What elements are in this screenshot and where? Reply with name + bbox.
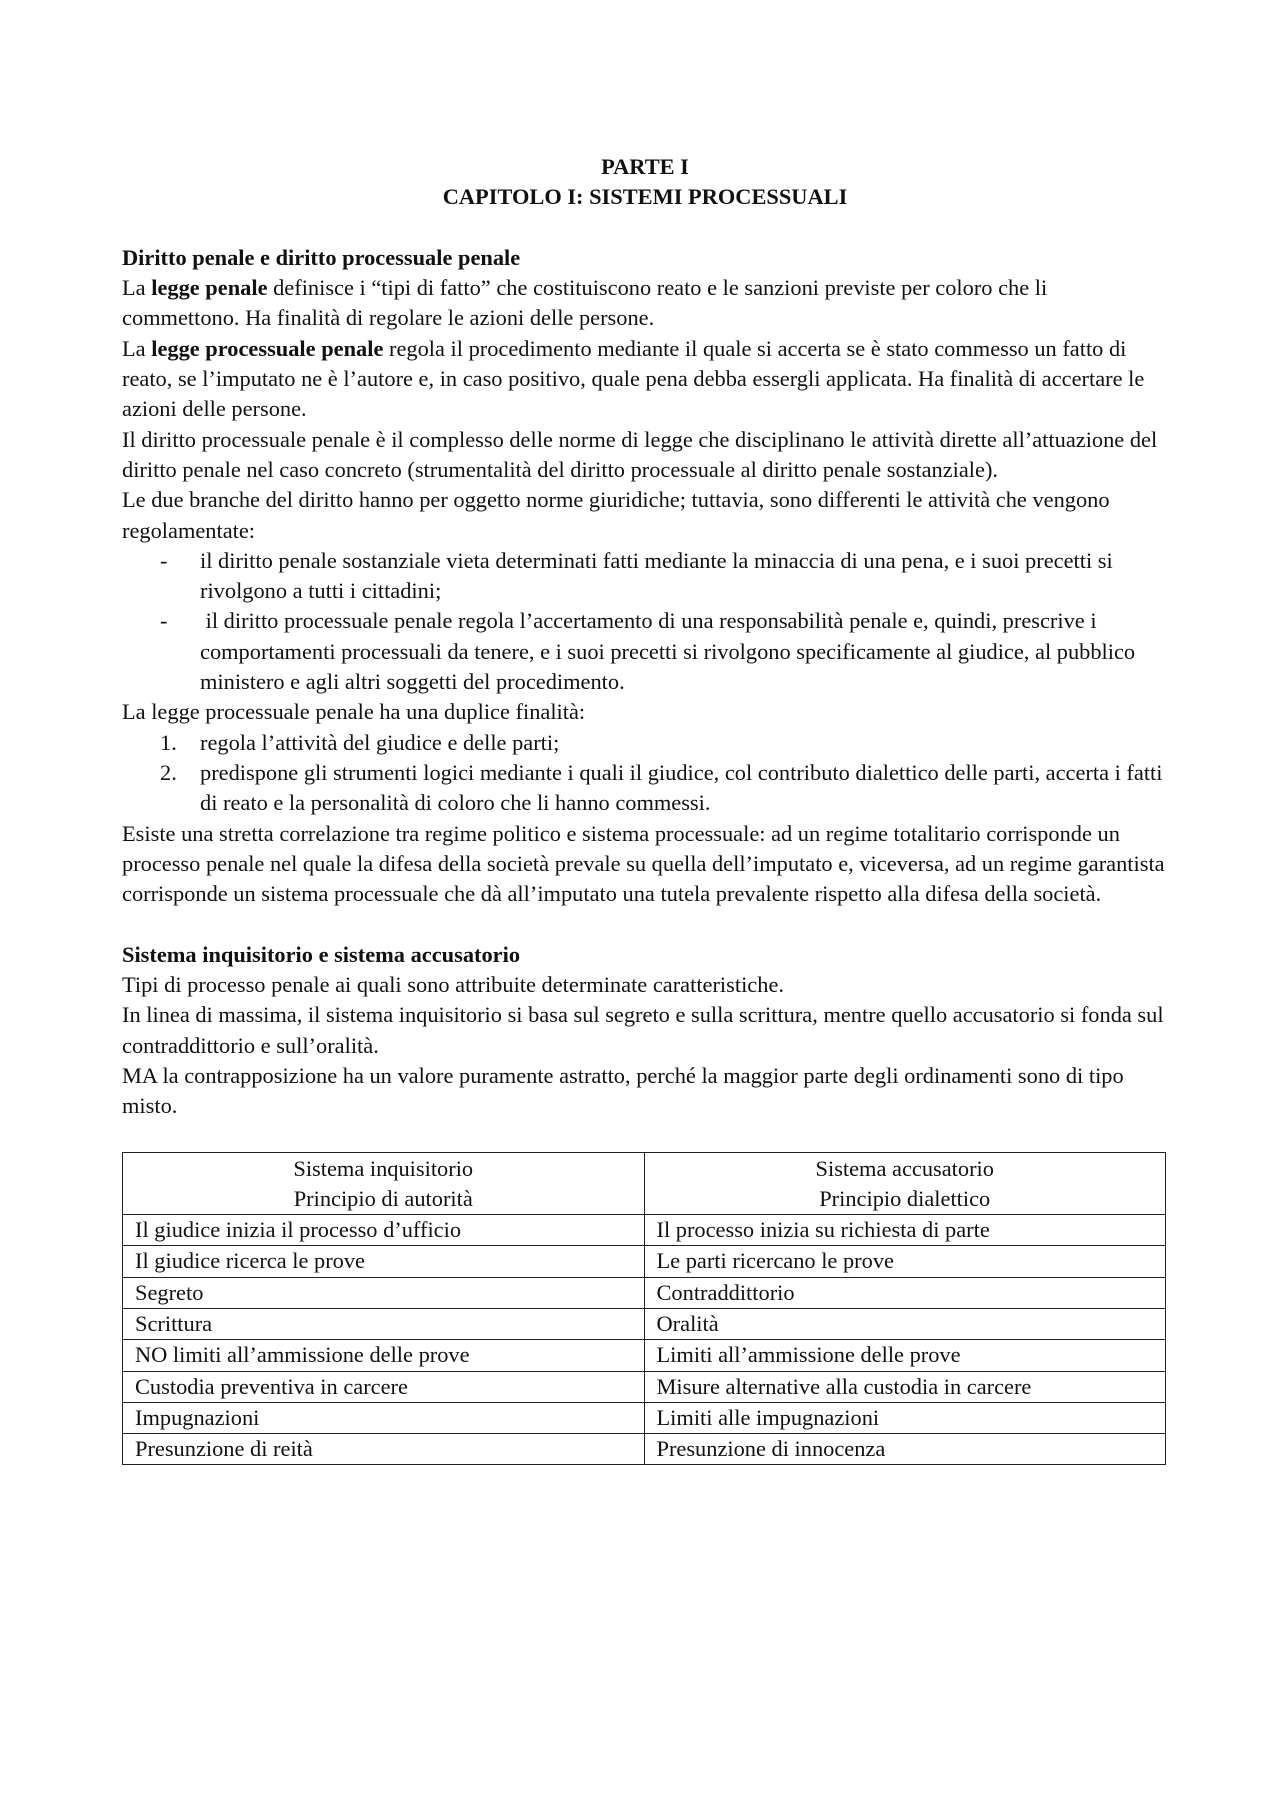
numbered-list xyxy=(122,728,1168,819)
list-item xyxy=(160,758,1168,819)
paragraph-correlazione: Esiste una stretta correlazione tra regime politico e sistema processuale: ad un regime totalitario corrisponde un processo penale nel quale la difesa della società prevale su quella dell’imputato e, viceversa, ad un regime garantista corrisponde un sistema processuale che dà all’imputato una tutela prevalente rispetto alla difesa della società. xyxy=(122,820,1165,907)
table-header-row xyxy=(123,1152,1166,1215)
table-cell: Presunzione di innocenza xyxy=(644,1434,1166,1465)
header-line: Principio di autorità xyxy=(293,1185,473,1211)
bold-term: legge processuale penale xyxy=(151,335,384,361)
table-cell: Il giudice ricerca le prove xyxy=(123,1246,645,1277)
table-row xyxy=(123,1308,1166,1339)
table-header-right xyxy=(644,1152,1166,1215)
list-item xyxy=(160,606,1168,697)
paragraph-definition: Il diritto processuale penale è il complesso delle norme di legge che disciplinano le attività dirette all’attuazione del diritto penale nel caso concreto (strumentalità del diritto processuale al diritto penale sostanziale). xyxy=(122,426,1158,482)
table-cell: Contraddittorio xyxy=(644,1277,1166,1308)
number-marker: 1. xyxy=(160,729,177,755)
paragraph-legge-processuale xyxy=(122,334,1168,425)
section-sistemi xyxy=(122,940,1168,1122)
spacer xyxy=(122,213,1168,243)
paragraph-branches: Le due branche del diritto hanno per oggetto norme giuridiche; tuttavia, sono differenti le attività che vengono regolamentate: xyxy=(122,487,1110,543)
table-row xyxy=(123,1215,1166,1246)
paragraph-text: regola il procedimento mediante il quale si accerta se è stato commesso un fatto di reato, se l’imputato ne è l’autore e, in caso positivo, quale pena debba essergli applicata. Ha finalità di accertare le azioni delle persone. xyxy=(122,335,1145,422)
list-item-text: regola l’attività del giudice e delle parti; xyxy=(200,729,560,755)
list-item-text: il diritto processuale penale regola l’accertamento di una responsabilità penale e, quindi, prescrive i comportamenti processuali da tenere, e i suoi precetti si rivolgono specificamente al giudice, al pubblico ministero e agli altri soggetti del procedimento. xyxy=(200,608,1141,695)
table-cell: Custodia preventiva in carcere xyxy=(123,1371,645,1402)
list-item-text: predispone gli strumenti logici mediante i quali il giudice, col contributo dialettico delle parti, accerta i fatti di reato e la personalità di coloro che li hanno commessi. xyxy=(200,759,1163,816)
table-cell: Oralità xyxy=(644,1308,1166,1339)
table-cell: NO limiti all’ammissione delle prove xyxy=(123,1340,645,1371)
table-cell: Il giudice inizia il processo d’ufficio xyxy=(123,1215,645,1246)
table-row xyxy=(123,1402,1166,1433)
paragraph-finalita: La legge processuale penale ha una duplice finalità: xyxy=(122,699,586,725)
paragraph-legge-penale xyxy=(122,273,1168,334)
table-cell: Presunzione di reità xyxy=(123,1434,645,1465)
comparison-table xyxy=(122,1152,1166,1466)
paragraph-text: definisce i “tipi di fatto” che costituiscono reato e le sanzioni previste per coloro che li commettono. Ha finalità di regolare le azioni delle persone. xyxy=(122,275,1048,331)
comparison-table-wrapper xyxy=(122,1152,1168,1466)
table-cell: Limiti all’ammissione delle prove xyxy=(644,1340,1166,1371)
table-cell: Scrittura xyxy=(123,1308,645,1339)
spacer xyxy=(122,909,1168,939)
list-item xyxy=(160,728,1168,758)
paragraph-massima: In linea di massima, il sistema inquisitorio si basa sul segreto e sulla scrittura, mentre quello accusatorio si fonda sul contraddittorio e sull’oralità. xyxy=(122,1002,1164,1058)
paragraph-contrapposizione: MA la contrapposizione ha un valore puramente astratto, perché la maggior parte degli ordinamenti sono di tipo misto. xyxy=(122,1062,1124,1119)
number-marker: 2. xyxy=(160,759,177,785)
dash-list xyxy=(122,546,1168,697)
chapter-title: CAPITOLO I: SISTEMI PROCESSUALI xyxy=(442,184,848,210)
text-prefix: La xyxy=(122,275,152,301)
table-row xyxy=(123,1277,1166,1308)
table-row xyxy=(123,1340,1166,1371)
header-line: Sistema accusatorio xyxy=(815,1155,994,1181)
table-row xyxy=(123,1246,1166,1277)
dash-marker: - xyxy=(160,608,168,634)
section-heading: Diritto penale e diritto processuale penale xyxy=(122,244,521,270)
table-cell: Il processo inizia su richiesta di parte xyxy=(644,1215,1166,1246)
part-title: PARTE I xyxy=(601,154,689,179)
table-cell: Le parti ricercano le prove xyxy=(644,1246,1166,1277)
table-cell: Impugnazioni xyxy=(123,1402,645,1433)
header-line: Principio dialettico xyxy=(819,1185,991,1211)
dash-marker: - xyxy=(160,547,168,573)
bold-term: legge penale xyxy=(151,275,268,301)
text-prefix: La xyxy=(122,335,152,361)
section-diritto-penale xyxy=(122,243,1168,910)
paragraph-tipi: Tipi di processo penale ai quali sono attribuite determinate caratteristiche. xyxy=(122,972,784,998)
section-heading: Sistema inquisitorio e sistema accusatorio xyxy=(122,941,521,967)
document-page xyxy=(122,152,1168,1465)
table-header-left xyxy=(123,1152,645,1215)
table-cell: Segreto xyxy=(123,1277,645,1308)
header-line: Sistema inquisitorio xyxy=(293,1155,474,1181)
list-item-text: il diritto penale sostanziale vieta determinati fatti mediante la minaccia di una pena, e i suoi precetti si rivolgono a tutti i cittadini; xyxy=(200,547,1113,604)
table-row xyxy=(123,1371,1166,1402)
table-cell: Limiti alle impugnazioni xyxy=(644,1402,1166,1433)
list-item xyxy=(160,546,1168,607)
table-cell: Misure alternative alla custodia in carcere xyxy=(644,1371,1166,1402)
table-row xyxy=(123,1434,1166,1465)
